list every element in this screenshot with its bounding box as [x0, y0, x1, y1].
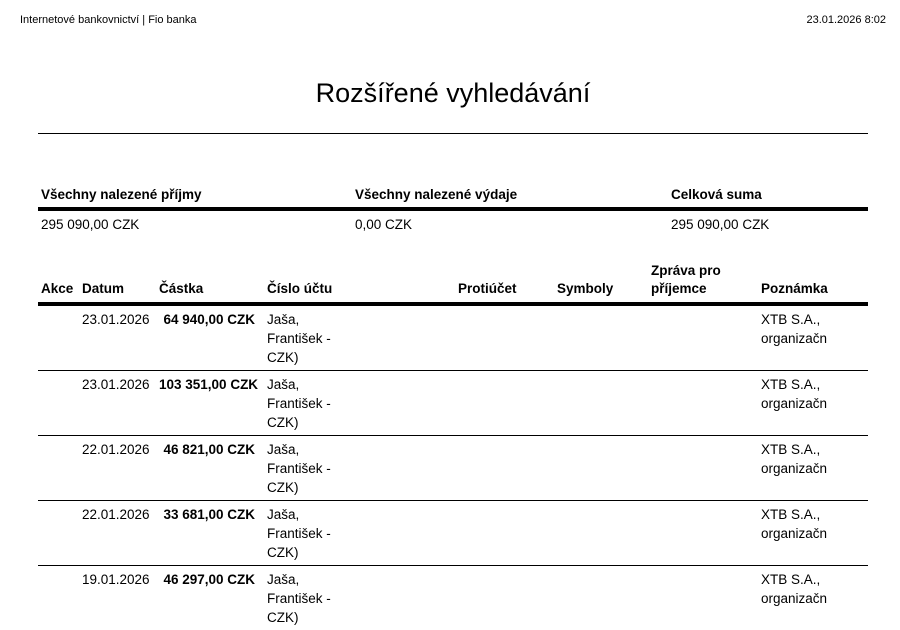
- row-akce: [38, 436, 79, 501]
- column-header-castka: Částka: [156, 262, 264, 304]
- total-label: Celková suma: [671, 187, 762, 202]
- row-ucet: Jaša, František - CZK): [264, 501, 455, 566]
- summary-labels: [38, 187, 868, 207]
- column-header-cislo-uctu: Číslo účtu: [264, 262, 455, 304]
- total-value: 295 090,00 CZK: [671, 217, 769, 232]
- row-castka: 64 940,00 CZK: [156, 304, 264, 371]
- row-poznamka: XTB S.A., organizačn: [758, 371, 868, 436]
- row-symboly: [554, 501, 648, 566]
- table-row: [38, 501, 868, 566]
- row-symboly: [554, 566, 648, 630]
- row-ucet: Jaša, František - CZK): [264, 304, 455, 371]
- row-akce: [38, 566, 79, 630]
- row-poznamka: XTB S.A., organizačn: [758, 304, 868, 371]
- summary-values: [38, 211, 868, 231]
- print-timestamp: 23.01.2026 8:02: [806, 14, 886, 26]
- table-row: [38, 436, 868, 501]
- column-header-protiucet: Protiúčet: [455, 262, 554, 304]
- row-protiucet: [455, 304, 554, 371]
- row-castka: 33 681,00 CZK: [156, 501, 264, 566]
- row-akce: [38, 371, 79, 436]
- row-castka: 46 821,00 CZK: [156, 436, 264, 501]
- row-datum: 23.01.2026: [79, 304, 156, 371]
- row-protiucet: [455, 371, 554, 436]
- row-castka: 46 297,00 CZK: [156, 566, 264, 630]
- row-zprava: [648, 436, 758, 501]
- column-header-datum: Datum: [79, 262, 156, 304]
- row-ucet: Jaša, František - CZK): [264, 436, 455, 501]
- column-header-zprava: Zpráva pro příjemce: [648, 262, 758, 304]
- row-protiucet: [455, 501, 554, 566]
- row-poznamka: XTB S.A., organizačn: [758, 501, 868, 566]
- title-divider: [38, 133, 868, 134]
- row-symboly: [554, 436, 648, 501]
- column-header-poznamka: Poznámka: [758, 262, 868, 304]
- row-datum: 22.01.2026: [79, 436, 156, 501]
- column-header-symboly: Symboly: [554, 262, 648, 304]
- row-ucet: Jaša, František - CZK): [264, 371, 455, 436]
- row-poznamka: XTB S.A., organizačn: [758, 566, 868, 630]
- table-header-row: [38, 262, 868, 304]
- table-row: [38, 304, 868, 371]
- expense-label: Všechny nalezené výdaje: [355, 187, 517, 202]
- row-symboly: [554, 371, 648, 436]
- row-zprava: [648, 304, 758, 371]
- table-row: [38, 371, 868, 436]
- row-zprava: [648, 371, 758, 436]
- income-value: 295 090,00 CZK: [41, 217, 139, 232]
- page-title: Rozšířené vyhledávání: [0, 78, 900, 109]
- app-title: Internetové bankovnictví | Fio banka: [20, 14, 197, 26]
- row-protiucet: [455, 436, 554, 501]
- row-poznamka: XTB S.A., organizačn: [758, 436, 868, 501]
- row-akce: [38, 501, 79, 566]
- column-header-akce: Akce: [38, 262, 79, 304]
- row-datum: 22.01.2026: [79, 501, 156, 566]
- transactions-table: [38, 262, 868, 630]
- row-akce: [38, 304, 79, 371]
- row-protiucet: [455, 566, 554, 630]
- table-row: [38, 566, 868, 630]
- row-castka: 103 351,00 CZK: [156, 371, 264, 436]
- row-zprava: [648, 566, 758, 630]
- income-label: Všechny nalezené příjmy: [41, 187, 202, 202]
- row-zprava: [648, 501, 758, 566]
- summary-section: [38, 187, 868, 231]
- row-symboly: [554, 304, 648, 371]
- row-ucet: Jaša, František - CZK): [264, 566, 455, 630]
- row-datum: 23.01.2026: [79, 371, 156, 436]
- row-datum: 19.01.2026: [79, 566, 156, 630]
- expense-value: 0,00 CZK: [355, 217, 412, 232]
